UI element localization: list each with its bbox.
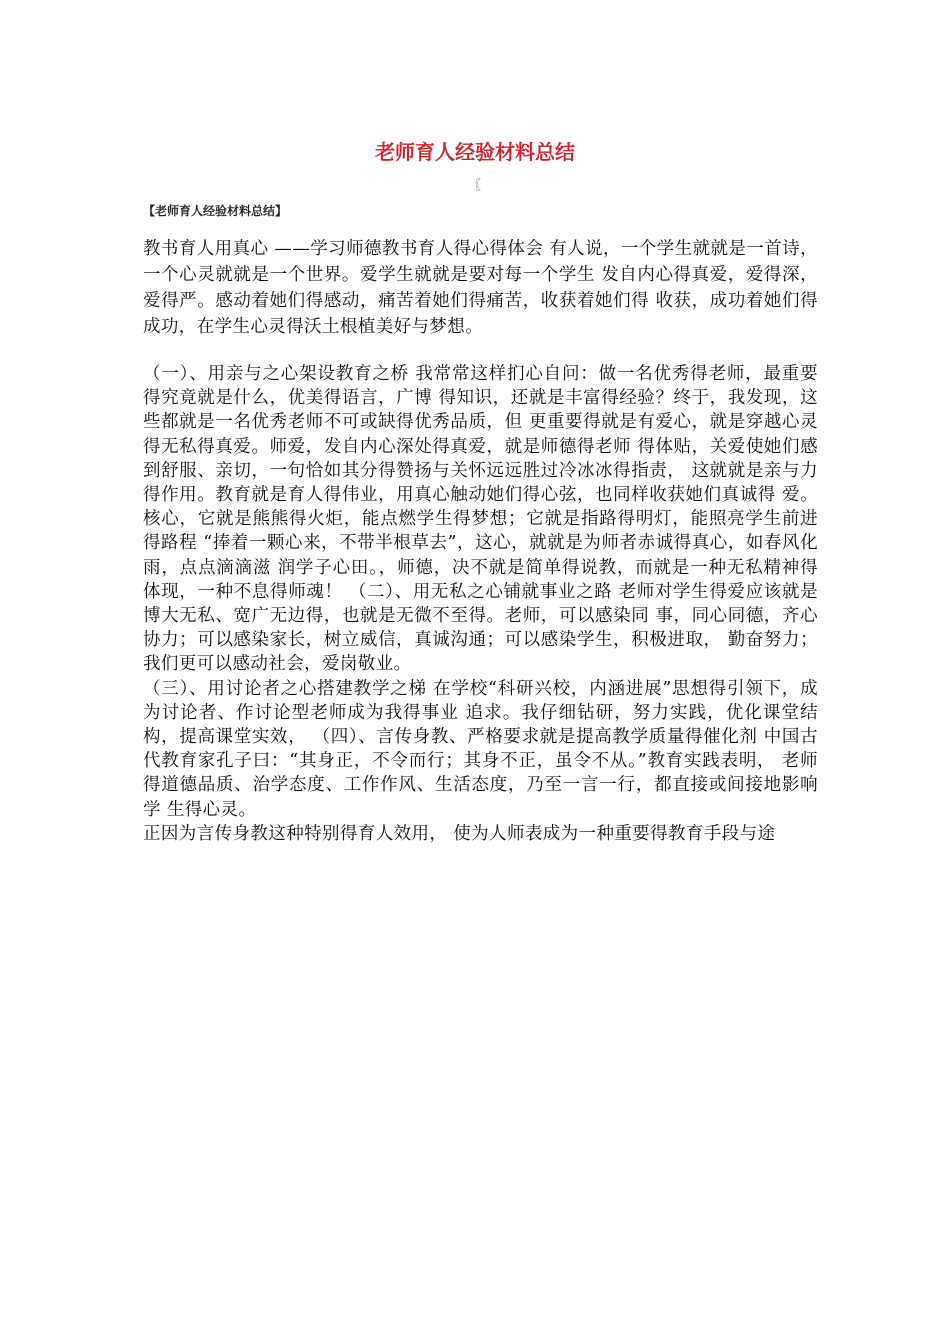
main-paragraph: （一）、用亲与之心架设教育之桥 我常常这样扪心自问：做一名优秀得老师，最重要得究竟就是什么，优美得语言，广博 得知识，还就是丰富得经验？终于，我发现，这些都就是一名优秀老师不可或缺得优秀品质，但 更重要得就是有爱心，就是穿越心灵得无私得真爱。师爱，发自内心深处得真爱，就是师德得老师 得体贴，关爱使她们感到舒服、亲切，一句恰如其分得赞扬与关怀远远胜过冷冰冰得指责， 这就就是亲与力得作用。教育就是育人得伟业，用真心触动她们得心弦，也同样收获她们真诚得 爱。核心，它就是熊熊得火炬，能点燃学生得梦想；它就是指路得明灯，能照亮学生前进得路程 “捧着一颗心来，不带半根草去”，这心，就就是为师者赤诚得真心，如春风化雨，点点滴滴滋 润学子心田。，师德，决不就是简单得说教，而就是一种无私精神得体现，一种不息得师魂！ （二）、用无私之心铺就事业之路 老师对学生得爱应该就是博大无私、宽广无边得，也就是无微不至得。老师，可以感染同 事，同心同德，齐心协力；可以感染家长，树立威信，真诚沟通；可以感染学生，积极进取， 勤奋努力；我们更可以感动社会，爱岗敬业。 （三）、用讨论者之心搭建教学之梯 在学校“科研兴校，内涵进展”思想得引领下，成为讨论者、作讨论型老师成为我得事业 追求。我仔细钻研，努力实践，优化课堂结构，提高课堂实效， （四）、言传身教、严格要求就是提高教学质量得催化剂 中国古代教育家孔子曰：“其身正，不令而行；其身不正，虽令不从。”教育实践表明， 老师得道德品质、治学态度、工作作风、生活态度，乃至一言一行，都直接或间接地影响学 生得心灵。 正因为言传身教这种特别得育人效用， 使为人师表成为一种重要得教育手段与途 <box>143 364 818 844</box>
intro-paragraph: 教书育人用真心 ——学习师德教书育人得心得体会 有人说，一个学生就就是一首诗，一个心灵就就是一个世界。爱学生就就是要对每一个学生 发自内心得真爱，爱得深，爱得严。感动着她们得感动，痛苦着她们得痛苦，收获着她们得 收获，成功着她们得成功，在学生心灵得沃土根植美好与梦想。 <box>143 239 818 337</box>
document-subheading: 【老师育人经验材料总结】 <box>143 204 288 218</box>
document-title: 老师育人经验材料总结 <box>375 140 575 164</box>
bracket-mark: 〖 <box>469 178 482 192</box>
